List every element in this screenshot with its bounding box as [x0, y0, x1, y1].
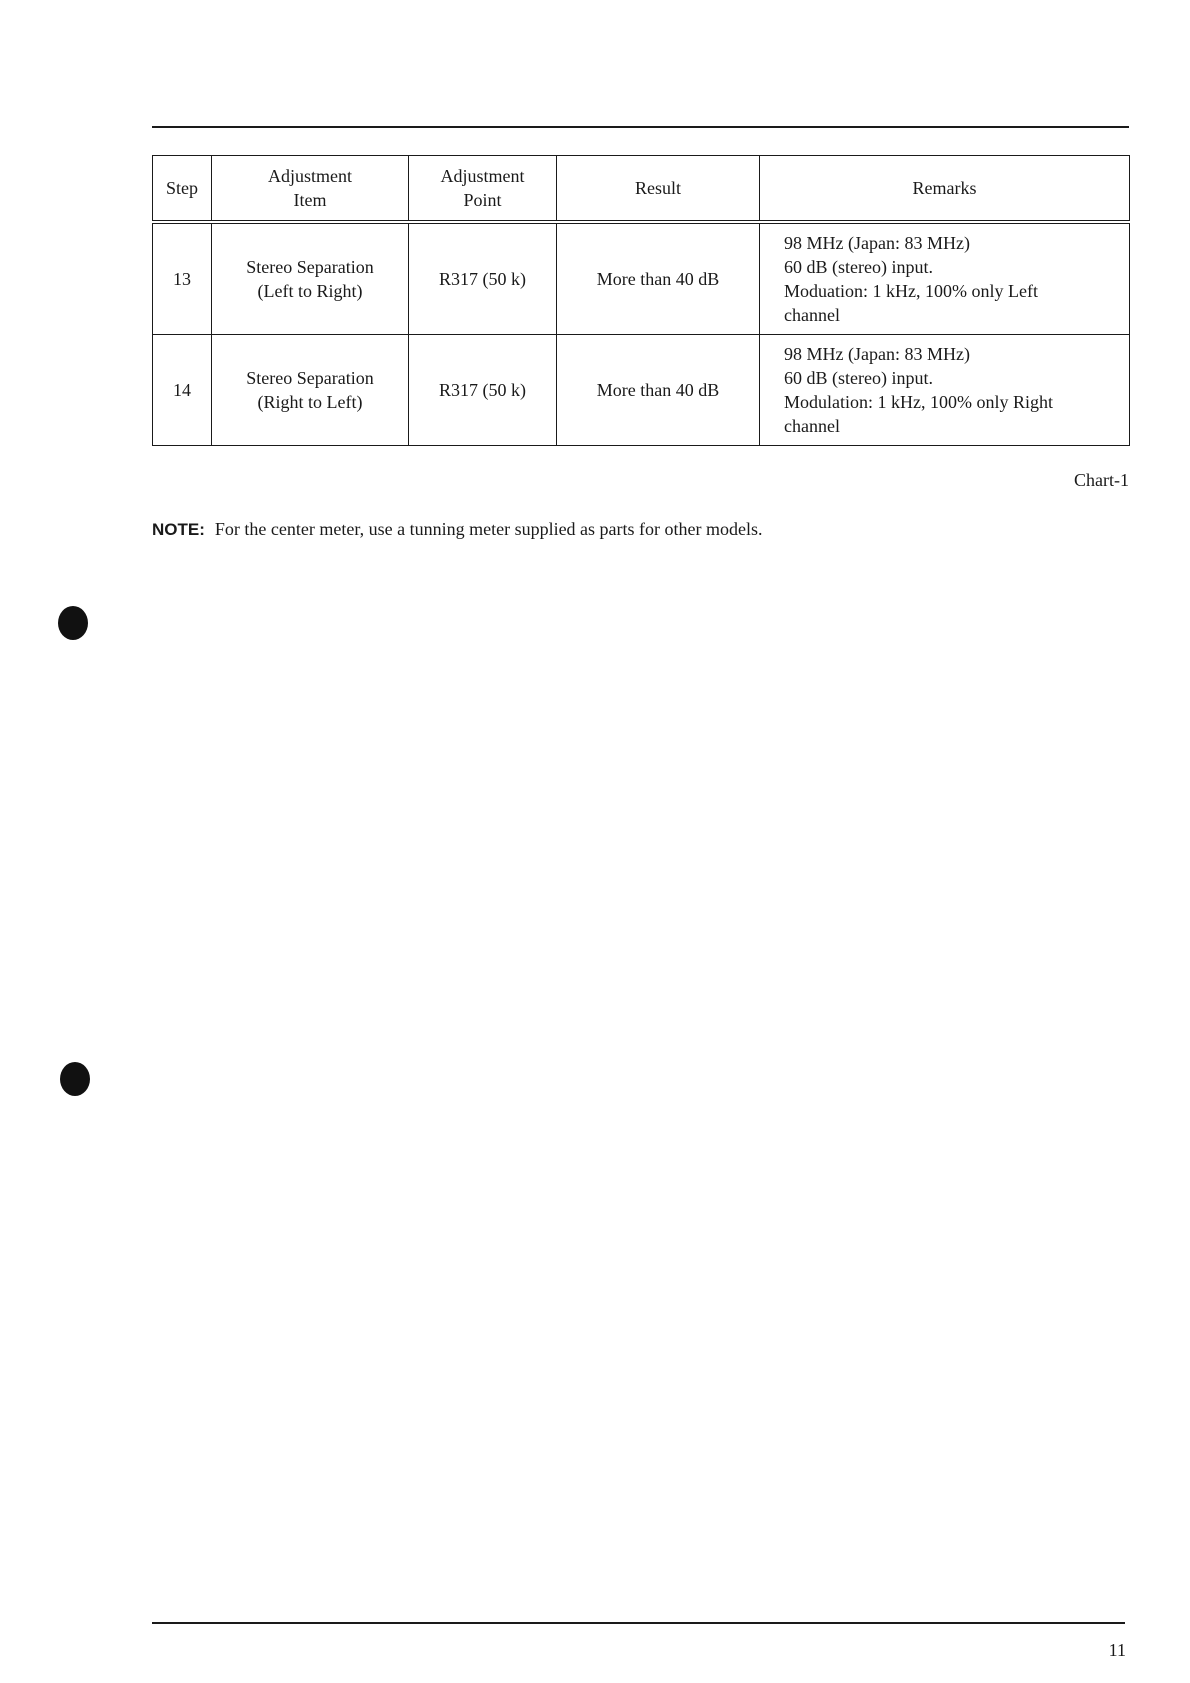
item-line2: (Left to Right) — [257, 281, 363, 301]
item-line1: Stereo Separation — [246, 257, 374, 277]
remark-line: channel — [784, 416, 840, 436]
header-adjustment-point — [409, 156, 557, 223]
adjustment-chart — [152, 155, 1130, 446]
cell-step: 13 — [153, 222, 212, 335]
item-line2: (Right to Left) — [257, 392, 363, 412]
cell-adjustment-point: R317 (50 k) — [409, 222, 557, 335]
cell-result: More than 40 dB — [557, 335, 760, 446]
header-item-line2: Item — [293, 190, 327, 210]
header-step: Step — [153, 156, 212, 223]
page-number: 11 — [1108, 1640, 1126, 1660]
remark-line: 60 dB (stereo) input. — [784, 257, 933, 277]
cell-step: 14 — [153, 335, 212, 446]
cell-result: More than 40 dB — [557, 222, 760, 335]
remark-line: 60 dB (stereo) input. — [784, 368, 933, 388]
remark-line: Moduation: 1 kHz, 100% only Left — [784, 281, 1038, 301]
remark-line: channel — [784, 305, 840, 325]
top-rule — [152, 126, 1129, 128]
bottom-rule — [152, 1622, 1125, 1624]
punch-hole-mark — [58, 606, 88, 640]
note-text: For the center meter, use a tunning meter supplied as parts for other models. — [214, 519, 763, 539]
header-remarks: Remarks — [760, 156, 1130, 223]
table-row — [153, 222, 1130, 335]
cell-remarks — [760, 222, 1130, 335]
remark-line: 98 MHz (Japan: 83 MHz) — [784, 344, 970, 364]
header-item-line1: Adjustment — [268, 166, 352, 186]
chart-caption: Chart-1 — [1074, 470, 1129, 490]
remark-line: Modulation: 1 kHz, 100% only Right — [784, 392, 1053, 412]
header-result: Result — [557, 156, 760, 223]
cell-adjustment-item — [212, 222, 409, 335]
remark-line: 98 MHz (Japan: 83 MHz) — [784, 233, 970, 253]
item-line1: Stereo Separation — [246, 368, 374, 388]
cell-remarks — [760, 335, 1130, 446]
cell-adjustment-point: R317 (50 k) — [409, 335, 557, 446]
header-row — [153, 156, 1130, 223]
header-adjustment-item — [212, 156, 409, 223]
punch-hole-mark — [60, 1062, 90, 1096]
note-label: NOTE: — [152, 520, 205, 539]
header-point-line2: Point — [463, 190, 502, 210]
header-point-line1: Adjustment — [440, 166, 525, 186]
table-row — [153, 335, 1130, 446]
cell-adjustment-item — [212, 335, 409, 446]
note — [152, 519, 763, 540]
